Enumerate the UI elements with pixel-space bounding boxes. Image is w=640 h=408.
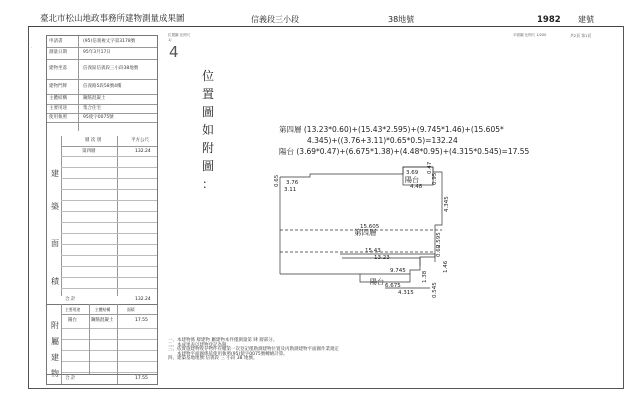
formula-line-1: 第四層 (13.23*0.60)+(15.43*2.595)+(9.745*1.46)+(15.605* bbox=[279, 125, 504, 134]
caption-char-1: 位 bbox=[202, 69, 215, 83]
caption-char-6: 圖 bbox=[202, 159, 215, 173]
dim-0-95: 0.95 bbox=[432, 172, 438, 185]
dim-4-315: 4.315 bbox=[398, 290, 414, 296]
annex-total-label: 合 計 bbox=[65, 376, 76, 381]
notes-block bbox=[168, 339, 339, 362]
location-map-scale: 1/ bbox=[168, 38, 172, 42]
dim-0-545: 0.545 bbox=[432, 282, 438, 298]
side-char-1: 建 bbox=[51, 169, 59, 178]
margin-dot: · bbox=[31, 45, 33, 50]
area-total-value: 132.24 bbox=[135, 297, 151, 302]
annex-structure: 鋼筋混凝土 bbox=[91, 318, 114, 323]
info-row-value: 信義路5段58號4樓 bbox=[83, 83, 122, 89]
balcony-bottom-shape bbox=[360, 274, 410, 282]
dim-6-675: 6.675 bbox=[385, 283, 401, 289]
building-info-table bbox=[46, 35, 158, 385]
dim-4-48: 4.48 bbox=[410, 184, 423, 190]
area-table-rule bbox=[61, 266, 157, 267]
formula-line-3: 陽台 (3.69*0.47)+(6.675*1.38)+(4.48*0.95)+(4.315*0.545)=17.55 bbox=[279, 147, 530, 156]
annex-side-char-2: 屬 bbox=[51, 337, 59, 346]
side-char-4: 積 bbox=[51, 277, 59, 286]
dim-2-595: 2.595 bbox=[436, 232, 442, 248]
balcony-top-label: 陽台 bbox=[405, 176, 419, 184]
formula-line-2: 4.345)+((3.76+3.11)*0.65*0.5)=132.24 bbox=[307, 136, 458, 145]
dim-1-38: 1.38 bbox=[422, 270, 428, 283]
floor-plan-drawing bbox=[270, 162, 470, 312]
annex-side-char-1: 附 bbox=[51, 321, 59, 330]
info-row-label: 主要用途 bbox=[49, 105, 67, 111]
area-header-floor: 層 次 別 bbox=[85, 138, 102, 143]
note-5: 四、建築基地地號:信義段 三 小段 38 地號。 bbox=[168, 356, 258, 361]
annex-total-value: 17.55 bbox=[135, 376, 148, 381]
area-table-rule bbox=[61, 222, 157, 223]
lot-number: 38地號 bbox=[388, 15, 415, 24]
annex-header-use: 主要用途 bbox=[65, 307, 81, 312]
info-row-label: 主體結構 bbox=[49, 96, 67, 101]
info-row-value: 集合住宅 bbox=[83, 105, 101, 111]
floor-name: 第四層 bbox=[82, 149, 96, 154]
area-table-rule bbox=[61, 255, 157, 256]
note-4: 本建物平面圖係依使用執照(95)使字0075號轉繪計算。 bbox=[168, 351, 288, 357]
annex-table-rule bbox=[61, 361, 157, 362]
annex-table-rule bbox=[61, 339, 157, 340]
area-header-sqm: 平方公尺 bbox=[131, 138, 149, 143]
floor4-label: 第四層 bbox=[354, 228, 377, 237]
dim-0-65: 0.65 bbox=[274, 174, 280, 187]
dim-1-46: 1.46 bbox=[443, 260, 449, 273]
dim-3-69: 3.69 bbox=[406, 170, 419, 176]
caption-char-2: 置 bbox=[202, 87, 215, 101]
info-row bbox=[47, 79, 157, 95]
annex-col-divider-1 bbox=[61, 304, 62, 384]
dim-15-43: 15.43 bbox=[365, 248, 381, 254]
document-title: 臺北市松山地政事務所建物測量成果圖 bbox=[40, 14, 185, 24]
floor-area: 132.24 bbox=[135, 149, 151, 154]
info-row-label: 使用執照 bbox=[49, 114, 67, 120]
annex-area: 17.55 bbox=[135, 318, 148, 323]
info-row-label: 建物門牌 bbox=[49, 83, 67, 89]
dim-0-47: 0.47 bbox=[427, 162, 433, 174]
dim-4-345: 4.345 bbox=[444, 196, 450, 212]
info-row-label: 測量日期 bbox=[49, 50, 67, 55]
area-col-divider-2 bbox=[117, 136, 118, 296]
area-col-divider-1 bbox=[61, 136, 62, 296]
info-row bbox=[47, 59, 157, 80]
header-rule bbox=[28, 26, 622, 27]
area-table-rule bbox=[61, 233, 157, 234]
info-row-value: 95使字0075號 bbox=[83, 114, 114, 120]
dim-3-76: 3.76 bbox=[286, 180, 299, 186]
annex-table-rule bbox=[61, 328, 157, 329]
annex-table-rule bbox=[61, 372, 157, 373]
dim-3-11: 3.11 bbox=[284, 187, 297, 193]
info-row-value: (95)信義複丈字第3178號 bbox=[83, 38, 136, 44]
building-number-label: 建號 bbox=[578, 15, 594, 24]
caption-char-3: 圖 bbox=[202, 105, 215, 119]
info-row-label: 申請書 bbox=[49, 38, 63, 44]
page-counter: 共2頁 第1頁 bbox=[570, 33, 592, 38]
annex-header-area: 面積 bbox=[127, 307, 135, 312]
note-2: 二、本成果表以建物登記為限。 bbox=[168, 342, 231, 348]
dim-0-60: 0.60 bbox=[436, 244, 442, 257]
info-row-value: 信義區信義段三小段38地號 bbox=[83, 66, 139, 71]
dim-15-605: 15.605 bbox=[360, 224, 380, 230]
annex-header-rule bbox=[61, 314, 157, 315]
annex-total-rule bbox=[47, 374, 157, 375]
annex-side-char-4: 物 bbox=[51, 369, 59, 378]
area-table-rule bbox=[61, 178, 157, 179]
dim-9-745: 9.745 bbox=[390, 268, 406, 274]
annex-use: 陽台 bbox=[68, 318, 77, 323]
note-3: 三、依實施建物收存物件有權第一次登記僅勘測建物位置及丙勘測建物平面圖作業規定 bbox=[168, 347, 339, 352]
area-table-rule bbox=[61, 277, 157, 278]
section-name: 信義段三小段 bbox=[251, 15, 299, 24]
area-total-top-rule bbox=[47, 304, 157, 305]
area-table-rule bbox=[61, 288, 157, 289]
area-table-rule bbox=[61, 244, 157, 245]
location-map-note: 位置圖 比例尺 bbox=[168, 33, 191, 37]
area-table-rule bbox=[61, 156, 157, 157]
area-table-rule bbox=[61, 211, 157, 212]
annex-side-char-3: 建 bbox=[51, 353, 59, 362]
area-table-rule bbox=[61, 167, 157, 168]
info-row-label: 建物坐落 bbox=[49, 66, 67, 71]
info-row-value: 鋼筋混凝土 bbox=[83, 96, 106, 101]
area-table-rule bbox=[61, 200, 157, 201]
plan-scale-note: 平面圖 比例尺 1/200 bbox=[513, 33, 547, 37]
note-1: 一、本建物係 層建物 屬建物本件僅測量第 肆 層部分。 bbox=[168, 338, 278, 343]
info-row bbox=[47, 113, 157, 123]
balcony-bottom-label: 陽台 bbox=[370, 278, 384, 286]
side-char-3: 面 bbox=[51, 239, 59, 248]
area-total-label: 合 計 bbox=[65, 297, 76, 302]
caption-char-5: 附 bbox=[202, 141, 215, 155]
area-header-rule bbox=[61, 146, 157, 147]
annex-col-divider-3 bbox=[117, 304, 118, 384]
annex-col-divider-2 bbox=[89, 304, 90, 374]
annex-table-rule bbox=[61, 350, 157, 351]
side-char-2: 築 bbox=[51, 202, 59, 211]
annex-header-structure: 主體結構 bbox=[95, 307, 111, 312]
caption-char-7: ： bbox=[202, 177, 215, 191]
year-value: 1982 bbox=[537, 15, 561, 25]
location-map-number: 4 bbox=[169, 43, 179, 61]
caption-char-4: 如 bbox=[202, 123, 215, 137]
dim-13-23: 13.23 bbox=[374, 255, 390, 261]
area-table-rule bbox=[61, 189, 157, 190]
info-row-value: 95年3月17日 bbox=[83, 50, 111, 55]
